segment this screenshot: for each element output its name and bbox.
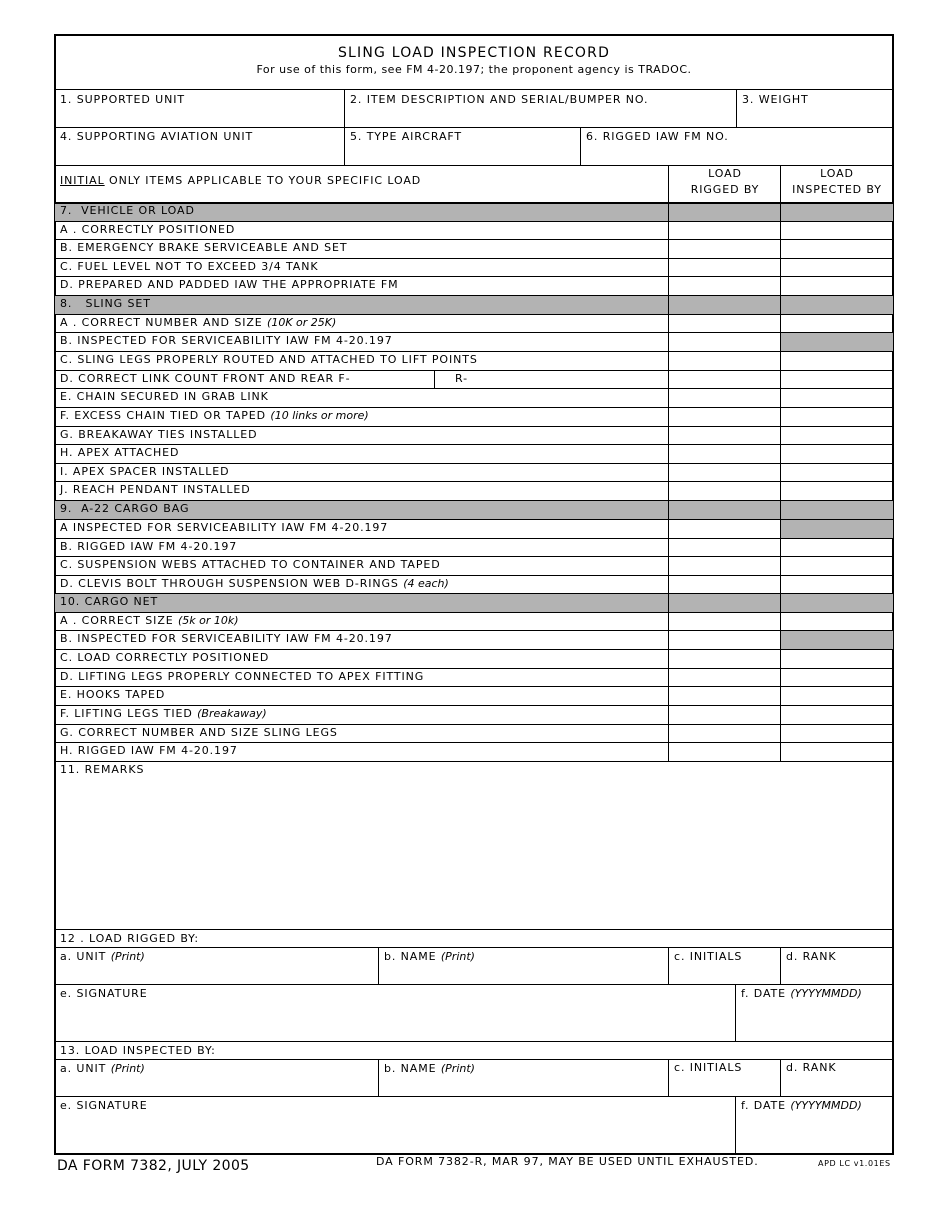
initial-inspected-cell[interactable] <box>785 390 889 405</box>
item-10h: H. RIGGED IAW FM 4-20.197 <box>60 744 238 757</box>
initial-rigged-cell[interactable] <box>673 707 777 722</box>
rigged-iaw-input[interactable] <box>586 146 886 162</box>
inspected-unit-input[interactable] <box>60 1078 372 1094</box>
initial-rigged-cell[interactable] <box>673 446 777 461</box>
initial-inspected-cell[interactable] <box>785 241 889 256</box>
initial-rigged-cell[interactable] <box>673 521 777 536</box>
initial-rigged-cell[interactable] <box>673 744 777 759</box>
initial-inspected-cell[interactable] <box>785 428 889 443</box>
version-tag: APD LC v1.01ES <box>818 1159 891 1168</box>
initial-inspected-cell[interactable] <box>785 614 889 629</box>
shaded-cell <box>781 333 893 351</box>
weight-input[interactable] <box>742 108 887 124</box>
rigged-rank-input[interactable] <box>786 966 886 982</box>
item-10d: D. LIFTING LEGS PROPERLY CONNECTED TO APEX FITTING <box>60 670 425 683</box>
initial-inspected-cell[interactable] <box>785 540 889 555</box>
initial-inspected-cell[interactable] <box>785 278 889 293</box>
initial-inspected-cell[interactable] <box>785 465 889 480</box>
initial-rigged-cell[interactable] <box>673 651 777 666</box>
type-aircraft-label: 5. TYPE AIRCRAFT <box>350 130 463 143</box>
type-aircraft-input[interactable] <box>350 146 575 162</box>
item-8d: D. CORRECT LINK COUNT FRONT AND REAR F- <box>60 372 351 385</box>
section-7-header: 7. VEHICLE OR LOAD <box>60 204 195 217</box>
rigged-signature-input[interactable] <box>60 1005 730 1037</box>
rigged-signature-label: e. SIGNATURE <box>60 987 148 1000</box>
item-10f: F. LIFTING LEGS TIED (Breakaway) <box>60 707 267 720</box>
initial-rigged-cell[interactable] <box>673 670 777 685</box>
item-10b: B. INSPECTED FOR SERVICEABILITY IAW FM 4-20.197 <box>60 632 393 645</box>
item-9a: A INSPECTED FOR SERVICEABILITY IAW FM 4-20.197 <box>60 521 389 534</box>
item-8j: J. REACH PENDANT INSTALLED <box>60 483 251 496</box>
inspected-signature-input[interactable] <box>60 1117 730 1149</box>
initial-rigged-cell[interactable] <box>673 334 777 349</box>
inspected-name-input[interactable] <box>384 1078 662 1094</box>
initial-rigged-cell[interactable] <box>673 688 777 703</box>
initial-rigged-cell[interactable] <box>673 632 777 647</box>
initial-inspected-cell[interactable] <box>785 316 889 331</box>
initial-rigged-cell[interactable] <box>673 409 777 424</box>
item-7a: A . CORRECTLY POSITIONED <box>60 223 236 236</box>
col-inspected-header-2: INSPECTED BY <box>792 183 882 196</box>
initial-rigged-cell[interactable] <box>673 372 777 387</box>
initial-inspected-cell[interactable] <box>785 223 889 238</box>
item-7b: B. EMERGENCY BRAKE SERVICEABLE AND SET <box>60 241 348 254</box>
shaded-cell <box>781 519 893 538</box>
rigged-unit-input[interactable] <box>60 966 372 982</box>
initial-rigged-cell[interactable] <box>673 614 777 629</box>
initial-rigged-cell[interactable] <box>673 260 777 275</box>
inspected-unit-label: a. UNIT (Print) <box>60 1062 145 1075</box>
initial-inspected-cell[interactable] <box>785 707 889 722</box>
section-10-header: 10. CARGO NET <box>60 595 159 608</box>
form-title: SLING LOAD INSPECTION RECORD <box>337 45 611 61</box>
inspected-date-label: f. DATE (YYYYMMDD) <box>741 1099 862 1112</box>
item-description-label: 2. ITEM DESCRIPTION AND SERIAL/BUMPER NO. <box>350 93 649 106</box>
weight-label: 3. WEIGHT <box>742 93 809 106</box>
col-rigged-header-2: RIGGED BY <box>690 183 760 196</box>
rigged-initials-label: c. INITIALS <box>674 950 743 963</box>
item-8e: E. CHAIN SECURED IN GRAB LINK <box>60 390 269 403</box>
initial-rigged-cell[interactable] <box>673 353 777 368</box>
initial-rigged-cell[interactable] <box>673 483 777 498</box>
item-7c: C. FUEL LEVEL NOT TO EXCEED 3/4 TANK <box>60 260 319 273</box>
initial-inspected-cell[interactable] <box>785 353 889 368</box>
supported-unit-input[interactable] <box>60 108 340 124</box>
item-8b: B. INSPECTED FOR SERVICEABILITY IAW FM 4-20.197 <box>60 334 393 347</box>
col-rigged-header-1: LOAD <box>708 167 742 180</box>
initial-inspected-cell[interactable] <box>785 260 889 275</box>
initial-rigged-cell[interactable] <box>673 428 777 443</box>
item-8c: C. SLING LEGS PROPERLY ROUTED AND ATTACHED TO LIFT POINTS <box>60 353 478 366</box>
supporting-aviation-unit-label: 4. SUPPORTING AVIATION UNIT <box>60 130 254 143</box>
section-8-header: 8. SLING SET <box>60 297 151 310</box>
item-8a: A . CORRECT NUMBER AND SIZE (10K or 25K) <box>60 316 337 329</box>
item-10e: E. HOOKS TAPED <box>60 688 166 701</box>
initial-inspected-cell[interactable] <box>785 372 889 387</box>
initial-inspected-cell[interactable] <box>785 446 889 461</box>
initial-inspected-cell[interactable] <box>785 744 889 759</box>
initial-rigged-cell[interactable] <box>673 577 777 592</box>
initial-inspected-cell[interactable] <box>785 577 889 592</box>
initial-rigged-cell[interactable] <box>673 223 777 238</box>
supporting-aviation-unit-input[interactable] <box>60 146 340 162</box>
item-7d: D. PREPARED AND PADDED IAW THE APPROPRIATE FM <box>60 278 399 291</box>
instruction-text: INITIAL ONLY ITEMS APPLICABLE TO YOUR SPECIFIC LOAD <box>60 174 422 187</box>
item-8f: F. EXCESS CHAIN TIED OR TAPED (10 links or more) <box>60 409 369 422</box>
item-9b: B. RIGGED IAW FM 4-20.197 <box>60 540 238 553</box>
inspected-signature-label: e. SIGNATURE <box>60 1099 148 1112</box>
initial-inspected-cell[interactable] <box>785 409 889 424</box>
rigged-iaw-label: 6. RIGGED IAW FM NO. <box>586 130 729 143</box>
initial-rigged-cell[interactable] <box>673 278 777 293</box>
initial-rigged-cell[interactable] <box>673 241 777 256</box>
item-9d: D. CLEVIS BOLT THROUGH SUSPENSION WEB D-RINGS (4 each) <box>60 577 449 590</box>
item-10c: C. LOAD CORRECTLY POSITIONED <box>60 651 270 664</box>
section-10-band <box>55 594 893 612</box>
supersedes-note: DA FORM 7382-R, MAR 97, MAY BE USED UNTIL EXHAUSTED. <box>376 1155 759 1168</box>
item-8g: G. BREAKAWAY TIES INSTALLED <box>60 428 258 441</box>
inspected-by-heading: 13. LOAD INSPECTED BY: <box>60 1044 216 1057</box>
inspected-initials-label: c. INITIALS <box>674 1061 743 1074</box>
rigged-by-heading: 12 . LOAD RIGGED BY: <box>60 932 199 945</box>
link-count-front-input[interactable] <box>356 371 430 387</box>
initial-inspected-cell[interactable] <box>785 670 889 685</box>
initial-inspected-cell[interactable] <box>785 726 889 741</box>
form-subtitle: For use of this form, see FM 4-20.197; the proponent agency is TRADOC. <box>256 63 692 76</box>
initial-inspected-cell[interactable] <box>785 688 889 703</box>
initial-rigged-cell[interactable] <box>673 316 777 331</box>
section-8-band <box>55 296 893 314</box>
item-description-input[interactable] <box>350 108 730 124</box>
rigged-rank-label: d. RANK <box>786 950 837 963</box>
initial-inspected-cell[interactable] <box>785 558 889 573</box>
inspected-name-label: b. NAME (Print) <box>384 1062 475 1075</box>
inspected-date-input[interactable] <box>741 1117 887 1149</box>
rigged-initials-input[interactable] <box>674 966 774 982</box>
inspected-rank-input[interactable] <box>786 1078 886 1094</box>
item-8d-rear: R- <box>455 372 468 385</box>
rigged-name-label: b. NAME (Print) <box>384 950 475 963</box>
shaded-cell <box>781 631 893 650</box>
initial-rigged-cell[interactable] <box>673 558 777 573</box>
rigged-unit-label: a. UNIT (Print) <box>60 950 145 963</box>
item-9c: C. SUSPENSION WEBS ATTACHED TO CONTAINER AND TAPED <box>60 558 441 571</box>
remarks-label: 11. REMARKS <box>60 763 145 776</box>
link-count-rear-input[interactable] <box>474 371 664 387</box>
form-number: DA FORM 7382, JULY 2005 <box>57 1158 250 1174</box>
rigged-date-input[interactable] <box>741 1005 887 1037</box>
inspected-initials-input[interactable] <box>674 1078 774 1094</box>
inspected-rank-label: d. RANK <box>786 1061 837 1074</box>
item-10a: A . CORRECT SIZE (5k or 10k) <box>60 614 239 627</box>
section-9-header: 9. A-22 CARGO BAG <box>60 502 190 515</box>
remarks-input[interactable] <box>60 780 888 924</box>
item-10g: G. CORRECT NUMBER AND SIZE SLING LEGS <box>60 726 338 739</box>
initial-rigged-cell[interactable] <box>673 390 777 405</box>
rigged-date-label: f. DATE (YYYYMMDD) <box>741 987 862 1000</box>
item-8h: H. APEX ATTACHED <box>60 446 180 459</box>
initial-rigged-cell[interactable] <box>673 540 777 555</box>
supported-unit-label: 1. SUPPORTED UNIT <box>60 93 185 106</box>
initial-inspected-cell[interactable] <box>785 651 889 666</box>
initial-rigged-cell[interactable] <box>673 726 777 741</box>
rigged-name-input[interactable] <box>384 966 662 982</box>
item-8i: I. APEX SPACER INSTALLED <box>60 465 230 478</box>
initial-inspected-cell[interactable] <box>785 483 889 498</box>
col-inspected-header-1: LOAD <box>820 167 854 180</box>
initial-rigged-cell[interactable] <box>673 465 777 480</box>
